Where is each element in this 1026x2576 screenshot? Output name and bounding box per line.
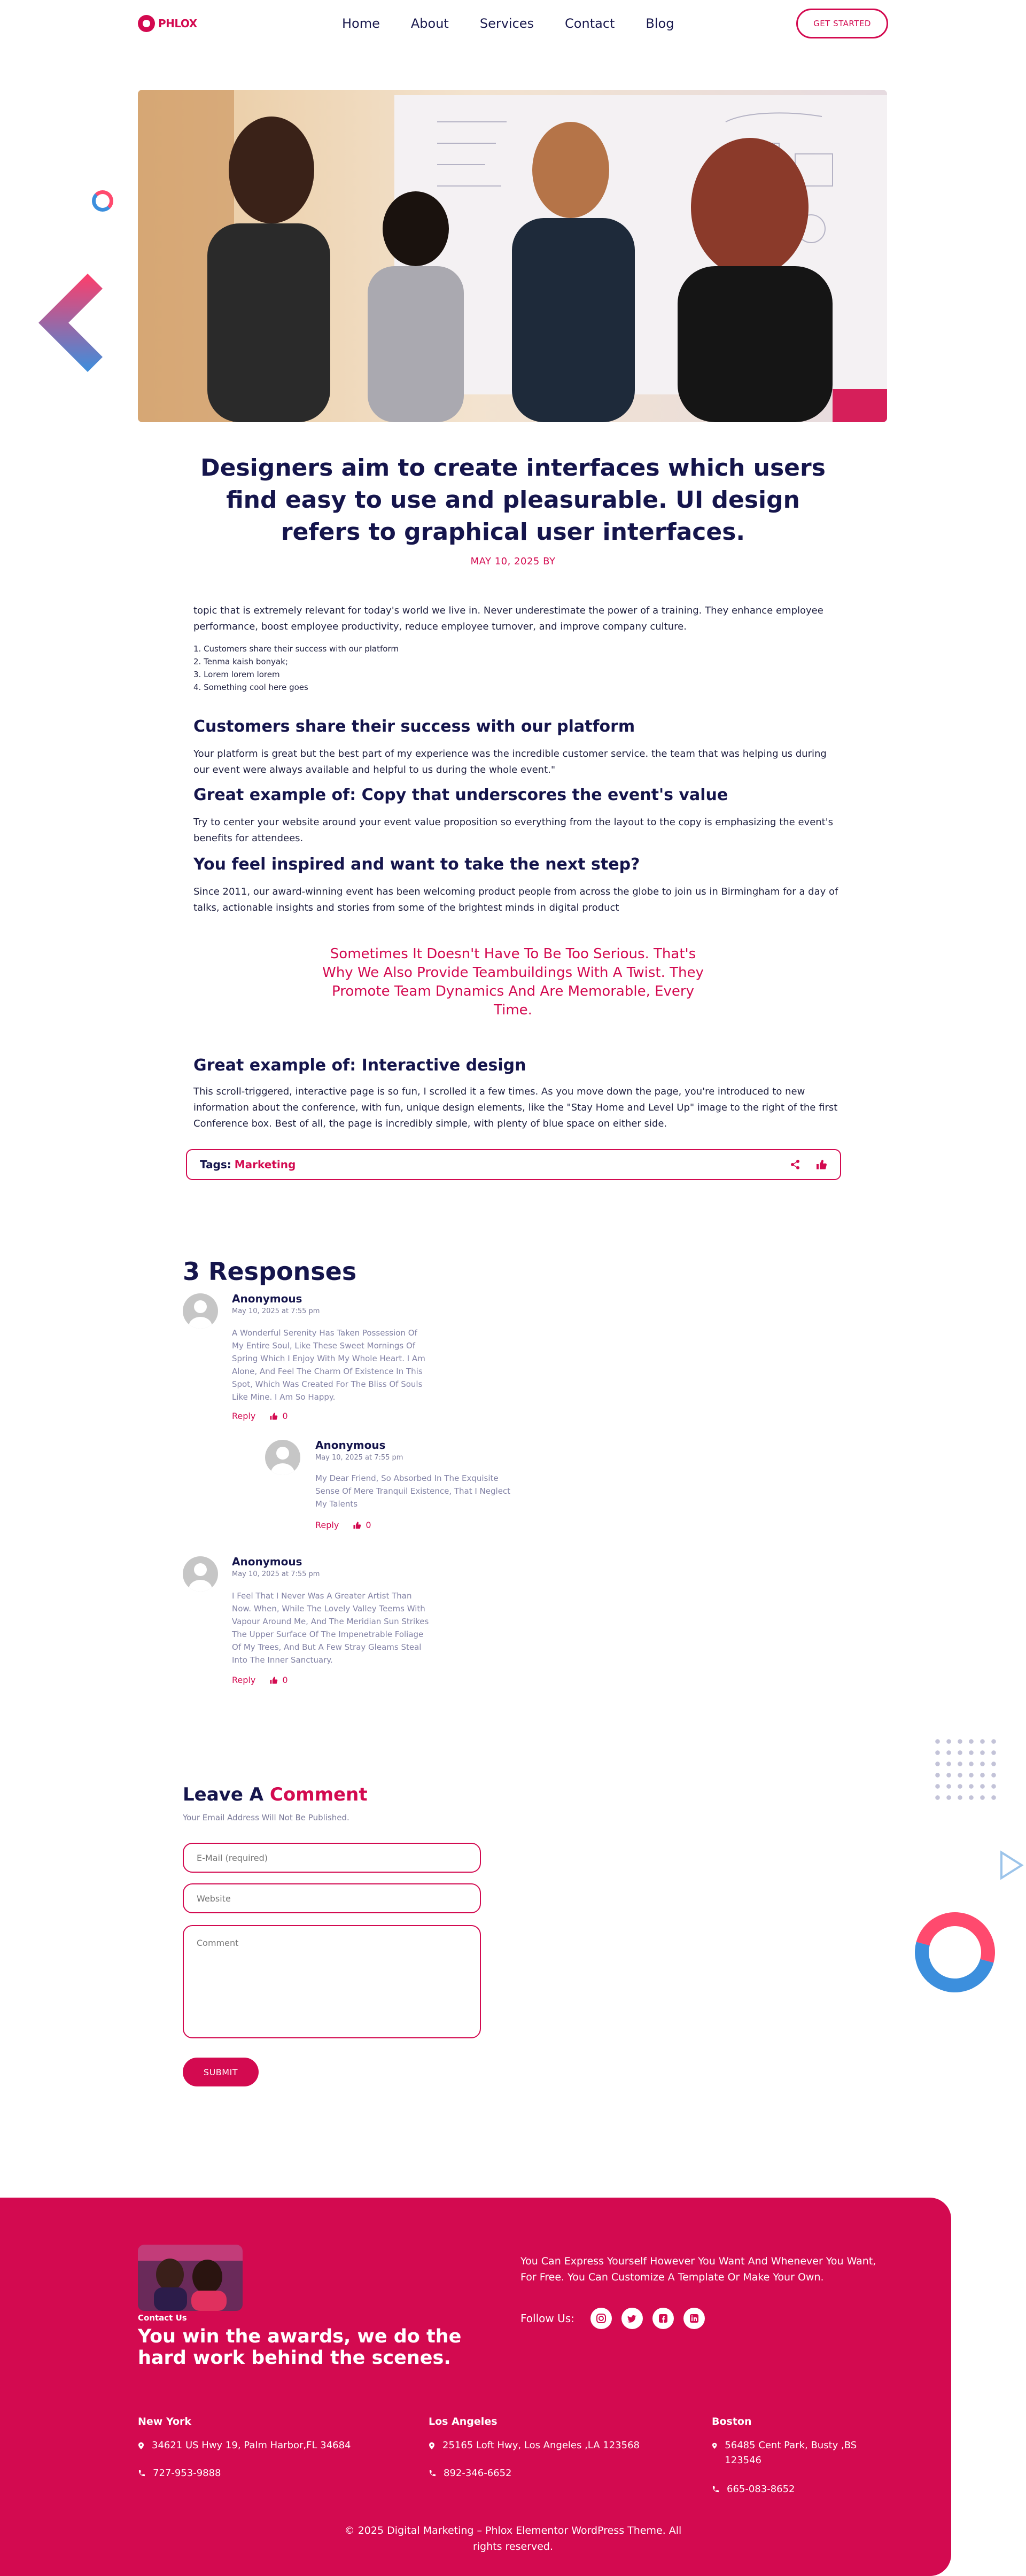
decor-ring-icon [900, 1898, 1010, 2007]
section-heading: Great example of: Interactive design [193, 1056, 526, 1075]
comment-actions [232, 1675, 288, 1685]
avatar [265, 1440, 300, 1475]
avatar [183, 1556, 218, 1592]
map-pin-icon [138, 2438, 144, 2453]
responses-title: 3 Responses [183, 1257, 357, 1286]
hero-image [138, 90, 887, 422]
article-title: Designers aim to create interfaces which users find easy to use and pleasurable. UI design refers to graphical user interfaces. [200, 454, 826, 546]
user-icon [183, 1556, 218, 1592]
article-list [193, 642, 399, 694]
user-icon [183, 1293, 218, 1329]
nav-about[interactable]: About [410, 16, 449, 31]
office-phone: 727-953-9888 [138, 2466, 221, 2481]
map-pin-icon [429, 2438, 435, 2453]
decor-ring-icon [92, 190, 113, 212]
footer-headline: You win the awards, we do the hard work behind the scenes. [138, 2326, 462, 2369]
like-count[interactable]: 0 [269, 1411, 287, 1421]
comment-author: Anonymous [232, 1292, 302, 1305]
comment-text: My Dear Friend, So Absorbed In The Exquisite Sense Of Mere Tranquil Existence, That I Neglect My Talents [315, 1473, 511, 1509]
nav-contact[interactable]: Contact [565, 16, 615, 31]
contact-image [138, 2245, 243, 2311]
email-note: Your Email Address Will Not Be Published. [183, 1813, 349, 1822]
phone-icon [712, 2482, 719, 2497]
like-count[interactable]: 0 [353, 1520, 371, 1530]
nav-home[interactable]: Home [342, 16, 380, 31]
office-phone: 892-346-6652 [429, 2466, 512, 2481]
phone-icon [429, 2466, 436, 2481]
share-icon[interactable] [790, 1159, 800, 1170]
comment-text: A Wonderful Serenity Has Taken Possession Of My Entire Soul, Like These Sweet Mornings Of Spring Which I Enjoy With My Whole Heart. I Am Alone, And Feel The Charm Of Existence In This Spot, Which Was Created For The Bliss Of Souls Like Mine. I Am So Happy. [232, 1328, 425, 1402]
site-logo[interactable] [138, 14, 197, 33]
reply-link[interactable]: Reply [232, 1411, 256, 1421]
avatar [183, 1293, 218, 1329]
list-item: 4. Something cool here goes [193, 682, 308, 692]
decor-dots-icon [932, 1736, 998, 1802]
section-heading: You feel inspired and want to take the next step? [193, 855, 640, 874]
section-text: Try to center your website around your event value proposition so everything from the layout to the copy is emphasizing the event's benefits for attendees. [193, 817, 834, 844]
website-field[interactable] [183, 1883, 481, 1913]
section-heading: Great example of: Copy that underscores the event's value [193, 786, 728, 804]
follow-us [520, 2308, 705, 2329]
logo-text: PHLOX [158, 17, 197, 30]
reply-link[interactable]: Reply [232, 1675, 256, 1685]
tags-label: Tags: [200, 1158, 231, 1171]
get-started-button[interactable]: GET STARTED [796, 9, 888, 38]
follow-label: Follow Us: [520, 2312, 574, 2325]
list-item: 1. Customers share their success with our platform [193, 644, 399, 654]
office-city: Los Angeles [429, 2416, 498, 2427]
phone-icon [138, 2466, 145, 2481]
nav-blog[interactable]: Blog [646, 16, 674, 31]
list-item: 2. Tenma kaish bonyak; [193, 657, 288, 666]
post-meta: MAY 10, 2025 BY [470, 556, 556, 567]
user-icon [265, 1440, 300, 1475]
comment-date: May 10, 2025 at 7:55 pm [232, 1307, 320, 1315]
pull-quote: Sometimes It Doesn't Have To Be Too Serious. That's Why We Also Provide Teambuildings With A Twist. They Promote Team Dynamics And Are Memorable, Every Time. [322, 946, 704, 1018]
nav-services[interactable]: Services [479, 16, 534, 31]
comment-actions [315, 1520, 371, 1530]
list-item: 3. Lorem lorem lorem [193, 670, 280, 679]
office-city: New York [138, 2416, 192, 2427]
copyright: © 2025 Digital Marketing – Phlox Elementor WordPress Theme. All rights reserved. [344, 2525, 682, 2552]
logo-icon [138, 15, 155, 32]
section-heading: Customers share their success with our platform [193, 717, 635, 736]
section-text: Since 2011, our award-winning event has been welcoming product people from across the globe to join us in Birmingham for a day of talks, actionable insights and stories from some of the brightest minds in digital product [193, 886, 838, 913]
like-icon [269, 1412, 278, 1421]
article-intro: topic that is extremely relevant for today's world we live in. Never underestimate the power of a training. They enhance employee performance, boost employee productivity, reduce employee turnover, and improve company culture. [193, 605, 823, 632]
instagram-icon[interactable] [590, 2308, 612, 2329]
comment-actions [232, 1411, 288, 1421]
comment-date: May 10, 2025 at 7:55 pm [232, 1570, 320, 1578]
contact-label[interactable]: Contact Us [138, 2313, 187, 2323]
like-icon[interactable] [815, 1159, 827, 1170]
office-address: 34621 US Hwy 19, Palm Harbor,FL 34684 [138, 2438, 352, 2453]
leave-comment-title: Leave A Comment [183, 1784, 368, 1805]
section-text: This scroll-triggered, interactive page is so fun, I scrolled it a few times. As you move down the page, you're introduced to new information about the conference, with fun, unique design elements, like the "Stay Home and Level Up" image to the right of the first Conference box. Best of all, the page is incredibly simple, with plenty of blue space on either side. [193, 1086, 838, 1129]
map-pin-icon [712, 2438, 717, 2453]
tag-link-marketing[interactable]: Marketing [234, 1158, 296, 1171]
office-city: Boston [712, 2416, 752, 2427]
comment-text: I Feel That I Never Was A Greater Artist Than Now. When, While The Lovely Valley Teems With Vapour Around Me, And The Meridian Sun Strikes The Upper Surface Of The Impenetrable Foliage Of My Trees, And But A Few Stray Gleams Steal Into The Inner Sanctuary. [232, 1591, 429, 1665]
comment-author: Anonymous [232, 1555, 302, 1568]
like-icon [353, 1521, 361, 1530]
section-text: Your platform is great but the best part of my experience was the incredible customer service. the team that was helping us during our event were always available and helpful to us during the whole event." [193, 748, 827, 775]
decor-chevron-icon [36, 274, 103, 372]
linkedin-icon[interactable] [683, 2308, 705, 2329]
office-address: 25165 Loft Hwy, Los Angeles ,LA 123568 [429, 2438, 642, 2453]
twitter-icon[interactable] [621, 2308, 643, 2329]
main-nav [342, 13, 674, 34]
email-field[interactable] [183, 1843, 481, 1873]
submit-button[interactable]: SUBMIT [183, 2058, 259, 2086]
office-address: 56485 Cent Park, Busty ,BS 123546 [712, 2438, 872, 2468]
facebook-icon[interactable] [652, 2308, 674, 2329]
reply-link[interactable]: Reply [315, 1520, 339, 1530]
comment-date: May 10, 2025 at 7:55 pm [315, 1454, 403, 1462]
footer-description: You Can Express Yourself However You Want And Whenever You Want, For Free. You Can Customize A Template Or Make Your Own. [520, 2255, 876, 2283]
like-count[interactable]: 0 [269, 1675, 287, 1685]
comment-field[interactable] [183, 1925, 481, 2038]
tags-bar [186, 1149, 841, 1180]
comment-author: Anonymous [315, 1439, 386, 1452]
office-phone: 665-083-8652 [712, 2482, 795, 2497]
like-icon [269, 1676, 278, 1685]
decor-triangle-icon [999, 1850, 1024, 1880]
